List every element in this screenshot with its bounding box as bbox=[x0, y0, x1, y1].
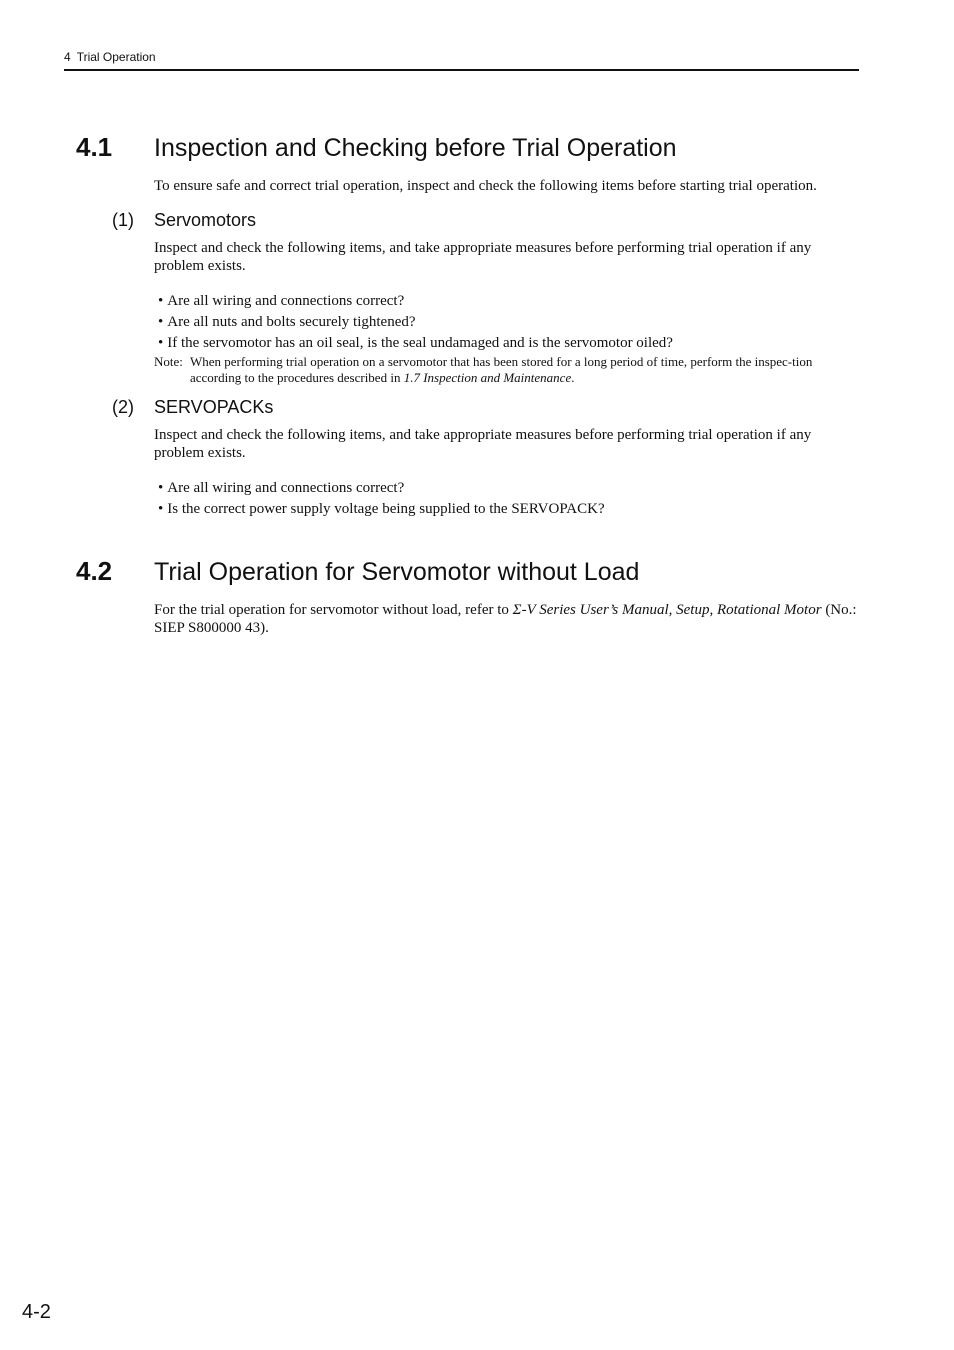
list-item: • Are all wiring and connections correct? bbox=[158, 291, 866, 312]
subsection-heading bbox=[112, 210, 866, 231]
section-title: Trial Operation for Servomotor without Load bbox=[154, 558, 640, 586]
subsection-title: Servomotors bbox=[154, 210, 257, 230]
section-text-end: (No.: SIEP S800000 43). bbox=[154, 602, 857, 636]
section-heading bbox=[76, 132, 866, 163]
note-end: . bbox=[571, 370, 575, 385]
running-head bbox=[64, 50, 156, 64]
chapter-title: Trial Operation bbox=[76, 50, 156, 64]
section-text-start: For the trial operation for servomotor without load, refer to bbox=[154, 602, 509, 618]
subsection-heading bbox=[112, 397, 866, 418]
subsection-text: Inspect and check the following items, and take appropriate measures before performing trial operation if any problem exists. bbox=[154, 427, 812, 461]
section-number: 4.2 bbox=[76, 556, 113, 586]
manual-reference: Σ-V Series User’s Manual, Setup, Rotational Motor bbox=[512, 602, 822, 618]
note-reference: 1.7 Inspection and Maintenance bbox=[403, 370, 572, 385]
list-item: • Is the correct power supply voltage being supplied to the SERVOPACK? bbox=[158, 499, 866, 520]
note-text: When performing trial operation on a servomotor that has been stored for a long period of time, perform the inspec-tion according to the procedures described in bbox=[190, 354, 813, 385]
section-4-2 bbox=[76, 556, 866, 637]
subsection-number: (2) bbox=[112, 397, 134, 417]
note-label: Note: bbox=[154, 354, 183, 369]
checklist bbox=[76, 291, 866, 354]
section-title: Inspection and Checking before Trial Operation bbox=[154, 134, 677, 162]
list-item: • If the servomotor has an oil seal, is the seal undamaged and is the servomotor oiled? bbox=[158, 333, 866, 354]
subsection-number: (1) bbox=[112, 210, 134, 230]
page-number: 4-2 bbox=[22, 1301, 51, 1323]
note bbox=[76, 354, 860, 386]
header-rule bbox=[64, 69, 859, 71]
note-body bbox=[190, 354, 860, 386]
checklist bbox=[76, 478, 866, 520]
chapter-number: 4 bbox=[64, 50, 71, 64]
section-number: 4.1 bbox=[76, 132, 113, 162]
section-4-1 bbox=[76, 132, 866, 520]
section-intro: To ensure safe and correct trial operation, inspect and check the following items before starting trial operation. bbox=[154, 178, 817, 194]
subsection-title: SERVOPACKs bbox=[154, 397, 274, 417]
subsection-text: Inspect and check the following items, and take appropriate measures before performing trial operation if any problem exists. bbox=[154, 240, 812, 274]
list-item: • Are all wiring and connections correct? bbox=[158, 478, 866, 499]
list-item: • Are all nuts and bolts securely tightened? bbox=[158, 312, 866, 333]
section-text bbox=[76, 601, 860, 637]
section-heading bbox=[76, 556, 866, 587]
